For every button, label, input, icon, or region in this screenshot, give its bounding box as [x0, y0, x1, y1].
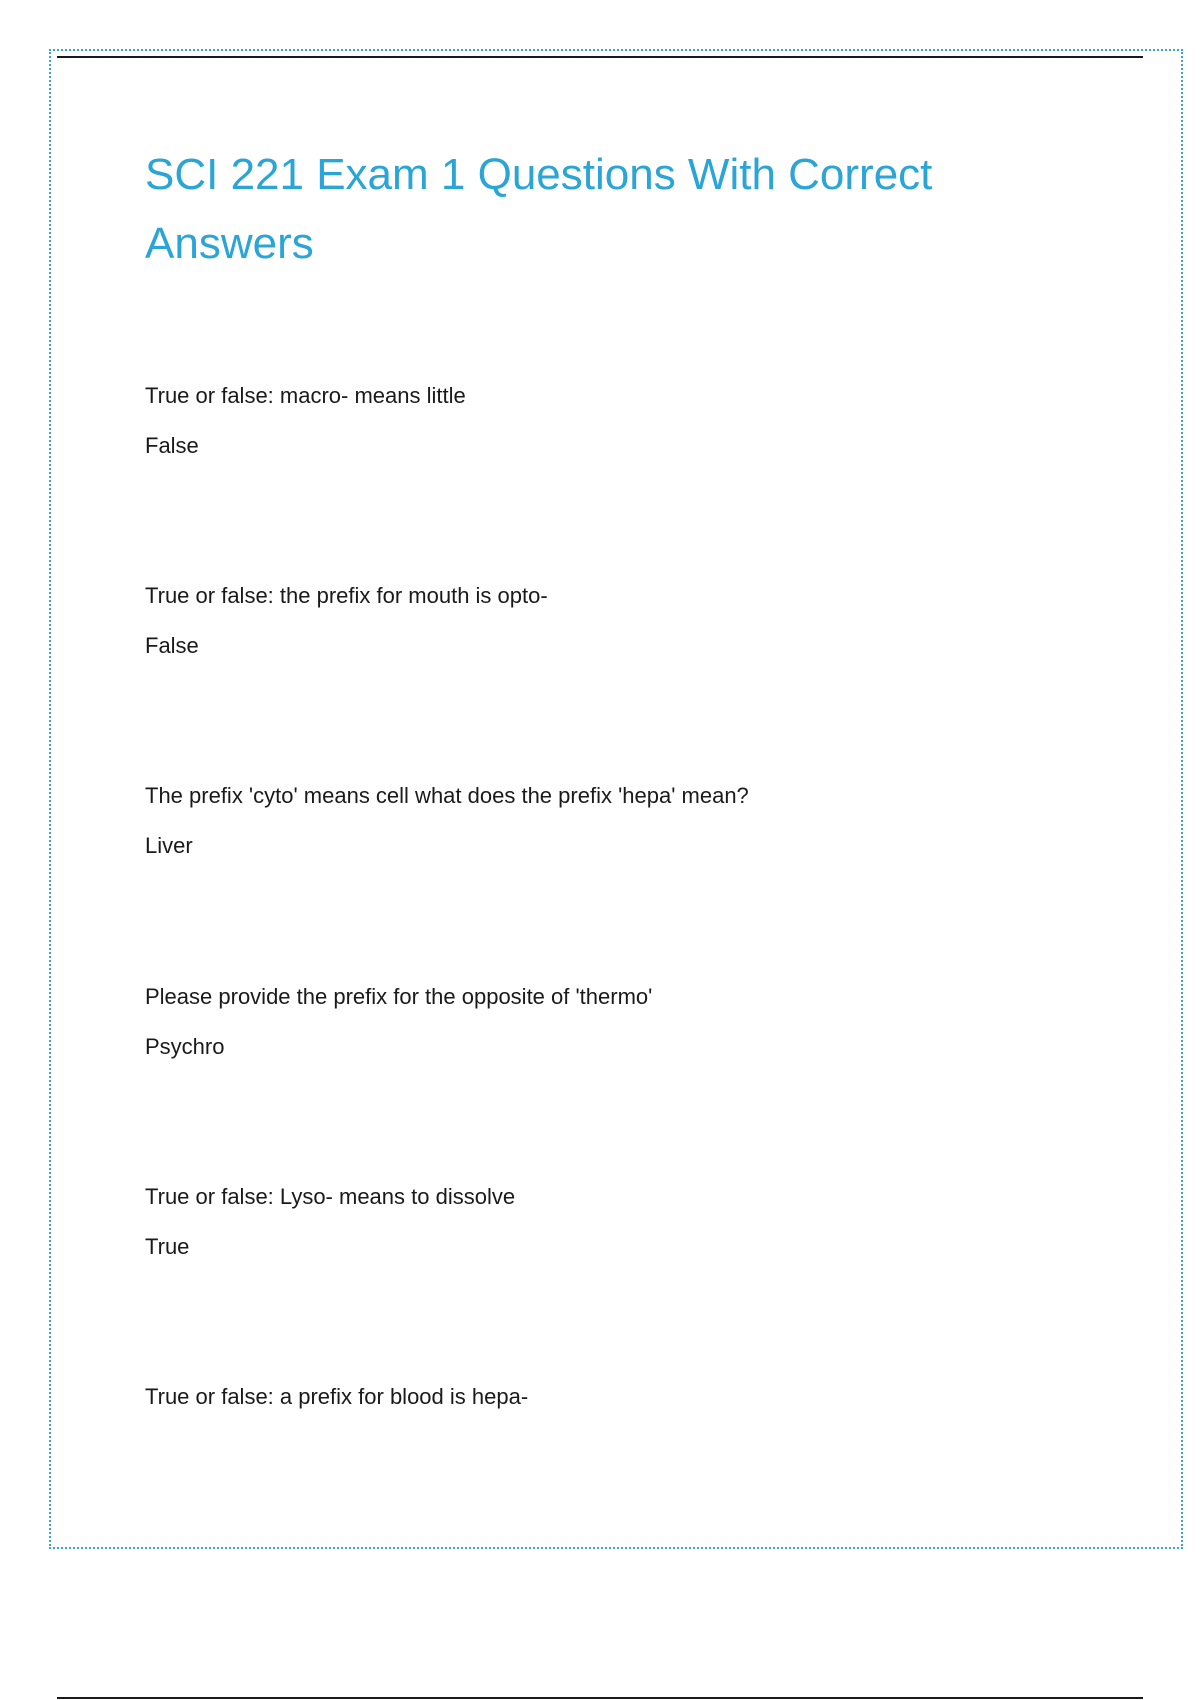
top-rule-divider: [57, 56, 1143, 58]
question-text: True or false: Lyso- means to dissolve: [145, 1184, 516, 1209]
answer-text: False: [145, 633, 199, 658]
question-text: True or false: macro- means little: [145, 383, 466, 408]
document-title: SCI 221 Exam 1 Questions With Correct Answers: [145, 150, 933, 268]
qa-item: [145, 1383, 1095, 1411]
question-text: The prefix 'cyto' means cell what does the prefix 'hepa' mean?: [145, 783, 749, 808]
answer-text: True: [145, 1234, 190, 1259]
answer-text: Liver: [145, 833, 193, 858]
qa-item: [145, 983, 1095, 1061]
qa-item: [145, 1183, 1095, 1261]
question-text: True or false: the prefix for mouth is opto-: [145, 583, 548, 608]
qa-item: [145, 382, 1095, 460]
answer-text: False: [145, 433, 199, 458]
question-text: True or false: a prefix for blood is hepa-: [145, 1384, 529, 1409]
question-text: Please provide the prefix for the opposite of 'thermo': [145, 984, 653, 1009]
answer-text: Psychro: [145, 1034, 225, 1059]
qa-item: [145, 782, 1095, 860]
qa-item: [145, 582, 1095, 660]
bottom-rule-divider: [57, 1697, 1143, 1699]
